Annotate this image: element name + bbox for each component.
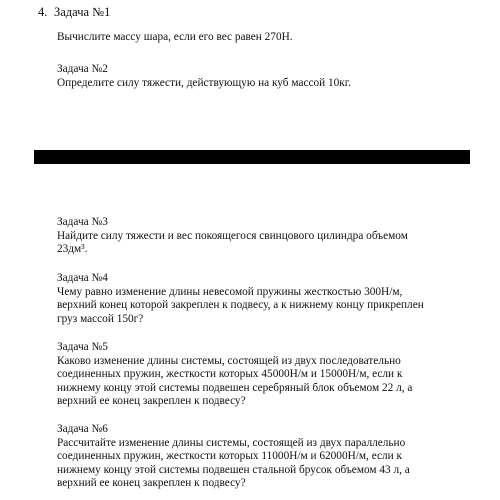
task1-body — [57, 31, 477, 45]
task2-text: Определите силу тяжести, действующую на куб массой 10кг. — [57, 76, 351, 89]
black-divider-bar — [34, 150, 470, 164]
task2-block — [57, 63, 477, 90]
task3-line: 23дм³. — [57, 243, 88, 256]
task-heading — [38, 4, 110, 20]
task1-title: Задача №1 — [54, 5, 111, 19]
task3-line: Найдите силу тяжести и вес покоящегося свинцового цилиндра объемом — [57, 229, 408, 242]
task3-title: Задача №3 — [57, 216, 108, 228]
task6-title: Задача №6 — [57, 423, 108, 435]
task5-line: Каково изменение длины системы, состоящей из двух последовательно — [57, 354, 401, 367]
task5-line: нижнему концу этой системы подвешен серебряный блок объемом 22 л, а — [57, 381, 413, 394]
task5-block — [57, 341, 477, 409]
task6-line: Рассчитайте изменение длины системы, состоящей из двух параллельно — [57, 436, 406, 449]
task5-line: верхний ее конец закреплен к подвесу? — [57, 395, 246, 408]
task4-line: верхний конец которой закреплен к подвесу, а к нижнему концу прикреплен — [57, 299, 424, 312]
task1-text: Вычислите массу шара, если его вес равен 270Н. — [57, 31, 293, 43]
task6-line: верхний ее конец закреплен к подвесу? — [57, 477, 246, 490]
task3-block — [57, 216, 477, 257]
task4-line: Чему равно изменение длины невесомой пружины жесткостью 300Н/м, — [57, 285, 403, 298]
task5-title: Задача №5 — [57, 341, 108, 353]
task5-line: соединенных пружин, жесткости которых 45000Н/м и 15000Н/м, если к — [57, 368, 403, 381]
task6-block — [57, 423, 477, 491]
item-number: 4. — [38, 5, 48, 19]
task4-line: груз массой 150г? — [57, 312, 144, 325]
task6-line: соединенных пружин, жесткости которых 11000Н/м и 62000Н/м, если к — [57, 450, 402, 463]
task6-line: нижнему концу этой системы подвешен стальной брусок объемом 43 л, а — [57, 463, 410, 476]
task2-title: Задача №2 — [57, 63, 108, 75]
task4-title: Задача №4 — [57, 272, 108, 284]
task4-block — [57, 272, 477, 326]
